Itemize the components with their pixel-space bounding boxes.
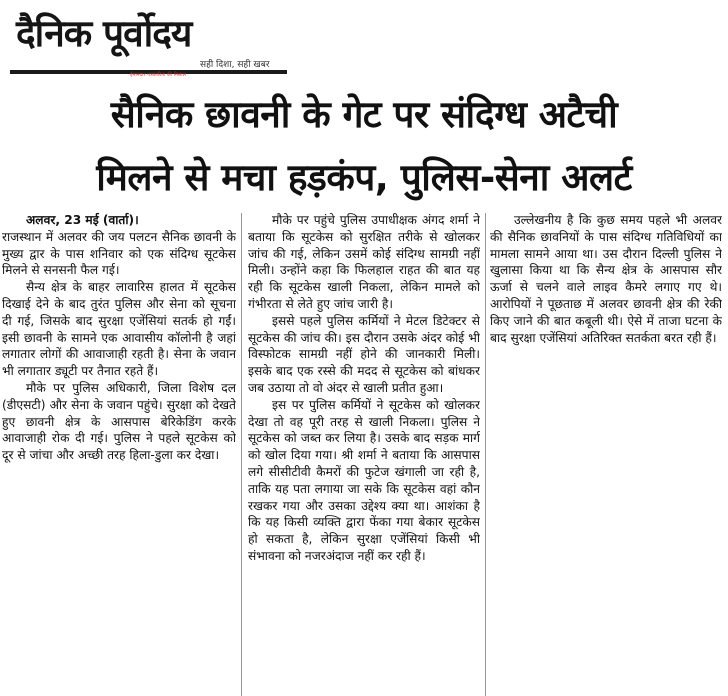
headline-line-1: सैनिक छावनी के गेट पर संदिग्ध अटैची — [110, 93, 618, 136]
masthead — [10, 4, 290, 78]
column-divider — [241, 213, 242, 696]
masthead-tagline: सही दिशा, सही खबर — [200, 60, 270, 70]
article-paragraph: इस पर पुलिस कर्मियों ने सूटकेस को खोलकर देखा तो वह पूरी तरह से खाली निकला। पुलिस ने सूटकेस को जब्त कर लिया है। उसके बाद सड़क मार्ग को खोल दिया गया। श्री शर्मा ने बताया कि आसपास लगे सीसीटीवी कैमरों की फुटेज खंगाली जा रही है, ताकि यह पता लगाया जा सके कि सूटकेस वहां कौन रखकर गया और उसका उद्देश्य क्या था। आशंका है कि यह किसी व्यक्ति द्वारा फेंका गया बेकार सूटकेस हो सकता है, लेकिन सुरक्षा एजेंसियां किसी भी संभावना को नजरअंदाज नहीं कर रही हैं। — [248, 397, 480, 563]
newspaper-name: दैनिक पूर्वोदय — [16, 12, 192, 55]
article-paragraph: राजस्थान में अलवर की जय पलटन सैनिक छावनी के मुख्य द्वार के पास शनिवार को एक संदिग्ध सूटकेस मिलने से सनसनी फैल गई। — [2, 229, 236, 278]
article-column-1 — [2, 212, 236, 696]
article-paragraph: मौके पर पुलिस अधिकारी, जिला विशेष दल (डीएसटी) और सेना के जवान पहुंचे। सुरक्षा को देखते हुए छावनी क्षेत्र के आसपास बेरिकेडिंग करके आवाजाही रोक दी गई। पुलिस ने पहले सूटकेस को दूर से जांचा और अच्छी तरह हिला-डुला कर देखा। — [2, 380, 236, 463]
article-column-2 — [248, 212, 480, 696]
article-paragraph: इससे पहले पुलिस कर्मियों ने मेटल डिटेक्टर से सूटकेस की जांच की। इस दौरान उसके अंदर कोई भी विस्फोटक सामग्री नहीं होने की जानकारी मिली। इसके बाद एक रस्से की मदद से सूटकेस को बांधकर जब उठाया तो वो अंदर से खाली प्रतीत हुआ। — [248, 313, 480, 395]
article-paragraph: मौके पर पहुंचे पुलिस उपाधीक्षक अंगद शर्मा ने बताया कि सूटकेस को सुरक्षित तरीके से खोलकर जांच की गई, लेकिन उसमें कोई संदिग्ध सामग्री नहीं मिली। उन्होंने कहा कि फिलहाल राहत की बात यह रही कि सूटकेस खाली निकला, लेकिन मामले को गंभीरता से लेते हुए जांच जारी है। — [248, 213, 480, 311]
column-divider — [485, 213, 486, 696]
article-column-3 — [490, 212, 722, 696]
dateline: अलवर, 23 मई (वार्ता)। — [26, 213, 139, 227]
masthead-small-text: ईमानदार पत्रकारिता की मिसाल — [130, 72, 186, 78]
headline — [0, 83, 728, 209]
article-paragraph: सैन्य क्षेत्र के बाहर लावारिस हालत में सूटकेस दिखाई देने के बाद तुरंत पुलिस और सेना को सूचना दी गई, जिसके बाद सुरक्षा एजेंसियां सतर्क हो गईं। इसी छावनी के सामने एक आवासीय कॉलोनी है जहां लगातार लोगों की आवाजाही रहती है। सेना के जवान भी लगातार ड्यूटी पर तैनात रहते हैं। — [2, 280, 236, 379]
article-paragraph: उल्लेखनीय है कि कुछ समय पहले भी अलवर की सैनिक छावनियों के पास संदिग्ध गतिविधियों का मामला सामने आया था। उस दौरान दिल्ली पुलिस ने खुलासा किया था कि सैन्य क्षेत्र के आसपास सौर ऊर्जा से चलने वाले लाइव कैमरे लगाए गए थे। आरोपियों ने पूछताछ में अलवर छावनी क्षेत्र की रेकी किए जाने की बात कबूली थी। ऐसे में ताजा घटना के बाद सुरक्षा एजेंसियां अतिरिक्त सतर्कता बरत रही हैं। — [490, 213, 722, 345]
headline-line-2: मिलने से मचा हड़कंप, पुलिस-सेना अलर्ट — [96, 156, 632, 199]
